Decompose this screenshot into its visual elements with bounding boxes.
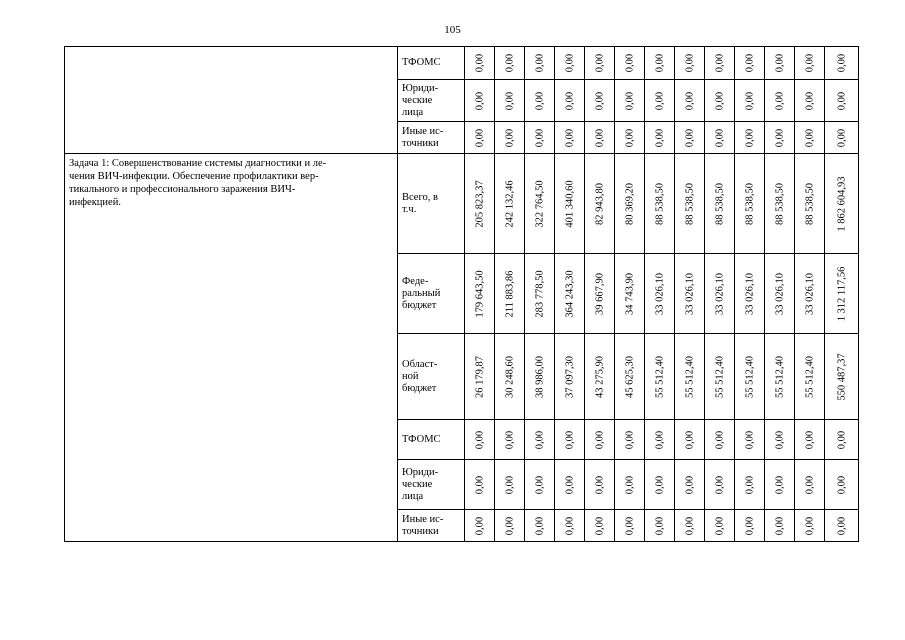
value-cell [585,420,615,460]
value-cell [675,122,705,154]
cell-value: 0,00 [836,91,847,110]
value-cell [645,122,675,154]
value-cell [705,122,735,154]
cell-value: 0,00 [594,91,605,110]
value-cell [615,254,645,334]
cell-value: 26 179,87 [474,355,485,398]
cell-value: 43 275,90 [594,355,605,398]
cell-value: 80 369,20 [624,182,635,225]
table-row [65,47,859,80]
cell-value: 0,00 [564,53,575,73]
value-cell [495,47,525,80]
value-cell [555,460,585,510]
value-cell [615,334,645,420]
value-cell [645,254,675,334]
funding-source: Феде- ральный бюджет [398,254,465,334]
cell-value: 0,00 [774,91,785,110]
value-cell [525,334,555,420]
cell-value: 0,00 [474,475,485,494]
value-cell [705,510,735,542]
cell-value: 0,00 [654,91,665,110]
value-cell [735,510,765,542]
cell-value: 0,00 [594,475,605,494]
value-cell [795,510,825,542]
value-cell [675,334,705,420]
cell-value: 55 512,40 [774,355,785,398]
value-cell [795,254,825,334]
cell-value: 88 538,50 [774,182,785,225]
funding-source: Всего, в т.ч. [398,154,465,254]
value-cell [765,420,795,460]
cell-value: 0,00 [564,430,575,449]
value-cell [795,80,825,122]
cell-value: 0,00 [504,475,515,494]
cell-value: 0,00 [744,475,755,494]
cell-value: 0,00 [624,475,635,494]
value-cell [735,80,765,122]
value-cell [465,154,495,254]
cell-value: 0,00 [774,475,785,494]
value-cell [825,334,859,420]
cell-value: 0,00 [804,53,815,73]
cell-value: 0,00 [714,53,725,73]
value-cell [735,254,765,334]
value-cell [495,420,525,460]
cell-value: 0,00 [836,53,847,73]
cell-value: 0,00 [624,53,635,73]
cell-value: 0,00 [836,516,847,535]
cell-value: 0,00 [804,516,815,535]
cell-value: 1 862 604,93 [836,175,847,232]
cell-value: 0,00 [714,430,725,449]
value-cell [675,460,705,510]
value-cell [765,254,795,334]
cell-value: 88 538,50 [684,182,695,225]
cell-value: 45 625,30 [624,355,635,398]
value-cell [825,420,859,460]
value-cell [735,460,765,510]
cell-value: 33 026,10 [684,272,695,315]
cell-value: 82 943,80 [594,182,605,225]
value-cell [645,47,675,80]
value-cell [735,420,765,460]
value-cell [555,334,585,420]
funding-source: Иные ис- точники [398,510,465,542]
cell-value: 0,00 [804,128,815,147]
cell-value: 0,00 [474,128,485,147]
cell-value: 55 512,40 [744,355,755,398]
value-cell [615,510,645,542]
cell-value: 0,00 [654,53,665,73]
value-cell [795,334,825,420]
value-cell [705,80,735,122]
value-cell [765,80,795,122]
cell-value: 0,00 [684,128,695,147]
value-cell [495,510,525,542]
value-cell [615,154,645,254]
value-cell [675,80,705,122]
cell-value: 0,00 [534,128,545,147]
value-cell [465,334,495,420]
value-cell [675,420,705,460]
value-cell [705,254,735,334]
value-cell [765,334,795,420]
cell-value: 0,00 [654,128,665,147]
cell-value: 33 026,10 [654,272,665,315]
cell-value: 0,00 [684,516,695,535]
value-cell [585,122,615,154]
cell-value: 33 026,10 [714,272,725,315]
cell-value: 88 538,50 [714,182,725,225]
cell-value: 0,00 [564,128,575,147]
cell-value: 211 883,86 [504,270,515,317]
value-cell [735,122,765,154]
cell-value: 0,00 [504,91,515,110]
value-cell [675,154,705,254]
value-cell [765,154,795,254]
value-cell [705,334,735,420]
cell-value: 0,00 [774,53,785,73]
value-cell [495,122,525,154]
cell-value: 0,00 [594,516,605,535]
cell-value: 0,00 [624,516,635,535]
value-cell [645,510,675,542]
cell-value: 0,00 [474,91,485,110]
cell-value: 0,00 [504,430,515,449]
cell-value: 37 097,30 [564,355,575,398]
cell-value: 0,00 [684,430,695,449]
cell-value: 0,00 [774,516,785,535]
cell-value: 205 823,37 [474,179,485,228]
funding-source: Юриди- ческие лица [398,80,465,122]
value-cell [555,254,585,334]
value-cell [525,47,555,80]
value-cell [645,154,675,254]
value-cell [555,154,585,254]
value-cell [825,47,859,80]
value-cell [495,460,525,510]
cell-value: 0,00 [654,475,665,494]
value-cell [795,154,825,254]
cell-value: 0,00 [624,91,635,110]
value-cell [645,460,675,510]
cell-value: 55 512,40 [654,355,665,398]
cell-value: 0,00 [474,53,485,73]
cell-value: 179 643,50 [474,269,485,318]
value-cell [615,460,645,510]
value-cell [765,460,795,510]
cell-value: 0,00 [534,91,545,110]
value-cell [705,420,735,460]
value-cell [615,80,645,122]
value-cell [645,334,675,420]
cell-value: 0,00 [624,128,635,147]
value-cell [585,334,615,420]
cell-value: 0,00 [654,516,665,535]
funding-source: ТФОМС [398,47,465,80]
value-cell [465,420,495,460]
value-cell [825,80,859,122]
value-cell [735,154,765,254]
funding-source: ТФОМС [398,420,465,460]
cell-value: 0,00 [594,53,605,73]
cell-value: 0,00 [836,430,847,449]
cell-value: 0,00 [714,128,725,147]
value-cell [525,80,555,122]
cell-value: 0,00 [744,53,755,73]
cell-value: 33 026,10 [744,272,755,315]
cell-value: 30 248,60 [504,355,515,398]
cell-value: 0,00 [684,53,695,73]
cell-value: 401 340,60 [564,179,575,228]
cell-value: 0,00 [564,475,575,494]
cell-value: 0,00 [594,128,605,147]
value-cell [585,154,615,254]
value-cell [525,420,555,460]
cell-value: 0,00 [474,430,485,449]
task-description: Задача 1: Совершенствование системы диагностики и ле- чения ВИЧ-инфекции. Обеспечение профилактики вер- тикального и профессионального заражения ВИЧ- инфекцией. [65,154,398,542]
value-cell [495,154,525,254]
cell-value: 0,00 [744,91,755,110]
cell-value: 322 764,50 [534,179,545,228]
cell-value: 0,00 [744,128,755,147]
cell-value: 1 312 117,56 [836,266,847,321]
cell-value: 0,00 [564,516,575,535]
funding-source: Иные ис- точники [398,122,465,154]
cell-value: 0,00 [534,53,545,73]
value-cell [765,47,795,80]
funding-source: Юриди- ческие лица [398,460,465,510]
value-cell [825,154,859,254]
value-cell [585,510,615,542]
cell-value: 0,00 [804,475,815,494]
value-cell [705,47,735,80]
value-cell [825,510,859,542]
cell-value: 0,00 [714,516,725,535]
cell-value: 55 512,40 [684,355,695,398]
value-cell [615,47,645,80]
value-cell [465,80,495,122]
value-cell [615,420,645,460]
value-cell [705,154,735,254]
cell-value: 0,00 [594,430,605,449]
cell-value: 0,00 [774,128,785,147]
cell-value: 364 243,30 [564,269,575,318]
page-number: 105 [444,24,461,36]
value-cell [525,154,555,254]
cell-value: 34 743,90 [624,272,635,315]
cell-value: 88 538,50 [804,182,815,225]
cell-value: 0,00 [684,91,695,110]
cell-value: 55 512,40 [804,355,815,398]
value-cell [555,122,585,154]
table-row [65,154,859,254]
cell-value: 0,00 [504,516,515,535]
value-cell [465,122,495,154]
value-cell [465,47,495,80]
cell-value: 0,00 [804,91,815,110]
value-cell [585,47,615,80]
cell-value: 38 986,00 [534,355,545,398]
funding-source: Област- ной бюджет [398,334,465,420]
cell-value: 0,00 [804,430,815,449]
value-cell [765,510,795,542]
value-cell [675,254,705,334]
value-cell [735,47,765,80]
value-cell [765,122,795,154]
value-cell [825,460,859,510]
value-cell [735,334,765,420]
value-cell [465,254,495,334]
cell-value: 0,00 [684,475,695,494]
cell-value: 0,00 [624,430,635,449]
cell-value: 283 778,50 [534,269,545,318]
cell-value: 0,00 [836,475,847,494]
value-cell [525,460,555,510]
value-cell [825,254,859,334]
value-cell [825,122,859,154]
cell-value: 550 487,37 [836,352,847,401]
cell-value: 0,00 [534,430,545,449]
value-cell [525,122,555,154]
cell-value: 0,00 [836,128,847,147]
cell-value: 55 512,40 [714,355,725,398]
value-cell [555,420,585,460]
empty-task-cell [65,47,398,154]
value-cell [525,254,555,334]
value-cell [525,510,555,542]
value-cell [795,47,825,80]
budget-table [64,46,859,542]
value-cell [555,510,585,542]
value-cell [795,460,825,510]
value-cell [465,510,495,542]
cell-value: 88 538,50 [744,182,755,225]
value-cell [495,80,525,122]
value-cell [585,460,615,510]
value-cell [675,47,705,80]
cell-value: 0,00 [504,53,515,73]
value-cell [555,47,585,80]
value-cell [495,254,525,334]
value-cell [795,420,825,460]
cell-value: 88 538,50 [654,182,665,225]
value-cell [555,80,585,122]
cell-value: 0,00 [744,430,755,449]
value-cell [495,334,525,420]
cell-value: 0,00 [474,516,485,535]
cell-value: 242 132,46 [504,179,515,228]
cell-value: 0,00 [564,91,575,110]
cell-value: 0,00 [774,430,785,449]
cell-value: 39 667,90 [594,272,605,315]
cell-value: 0,00 [714,91,725,110]
value-cell [465,460,495,510]
value-cell [645,420,675,460]
cell-value: 33 026,10 [774,272,785,315]
value-cell [675,510,705,542]
cell-value: 0,00 [654,430,665,449]
value-cell [705,460,735,510]
cell-value: 0,00 [504,128,515,147]
value-cell [645,80,675,122]
cell-value: 0,00 [744,516,755,535]
cell-value: 33 026,10 [804,272,815,315]
cell-value: 0,00 [534,475,545,494]
value-cell [585,80,615,122]
value-cell [585,254,615,334]
cell-value: 0,00 [714,475,725,494]
value-cell [795,122,825,154]
value-cell [615,122,645,154]
cell-value: 0,00 [534,516,545,535]
